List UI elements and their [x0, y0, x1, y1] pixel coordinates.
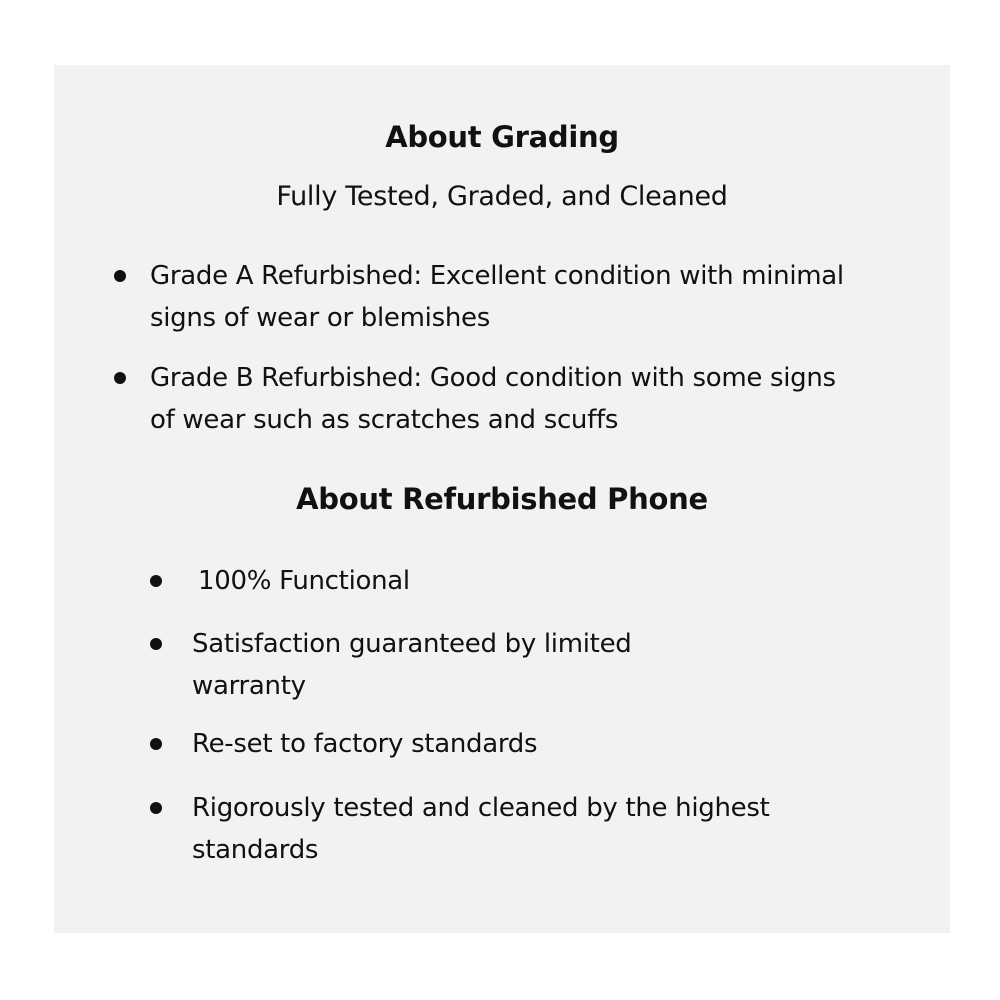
refurbished-item-line: 100% Functional [198, 566, 410, 596]
grading-item-line: signs of wear or blemishes [150, 303, 490, 333]
refurbished-item-line: warranty [192, 671, 306, 701]
refurbished-item-tested [192, 787, 770, 871]
refurbished-item-line: Rigorously tested and cleaned by the highest [192, 793, 770, 823]
bullet-dot [150, 638, 162, 650]
refurbished-item-functional [198, 560, 410, 602]
grading-item-line: of wear such as scratches and scuffs [150, 405, 619, 435]
bullet-dot [114, 270, 126, 282]
refurbished-item-warranty [192, 623, 631, 707]
grading-title: About Grading [385, 120, 619, 154]
bullet-dot [150, 738, 162, 750]
grading-item-grade-a [150, 255, 844, 339]
bullet-dot [150, 802, 162, 814]
refurbished-item-line: standards [192, 835, 319, 865]
grading-item-line: Grade B Refurbished: Good condition with some signs [150, 363, 836, 393]
grading-item-grade-b [150, 357, 836, 441]
bullet-dot [114, 372, 126, 384]
refurbished-title: About Refurbished Phone [296, 482, 708, 516]
refurbished-item-line: Re-set to factory standards [192, 729, 538, 759]
info-card [54, 65, 950, 933]
refurbished-item-reset [192, 723, 537, 765]
refurbished-item-line: Satisfaction guaranteed by limited [192, 629, 632, 659]
grading-item-line: Grade A Refurbished: Excellent condition with minimal [150, 261, 844, 291]
bullet-dot [150, 575, 162, 587]
grading-subtitle: Fully Tested, Graded, and Cleaned [276, 181, 728, 212]
